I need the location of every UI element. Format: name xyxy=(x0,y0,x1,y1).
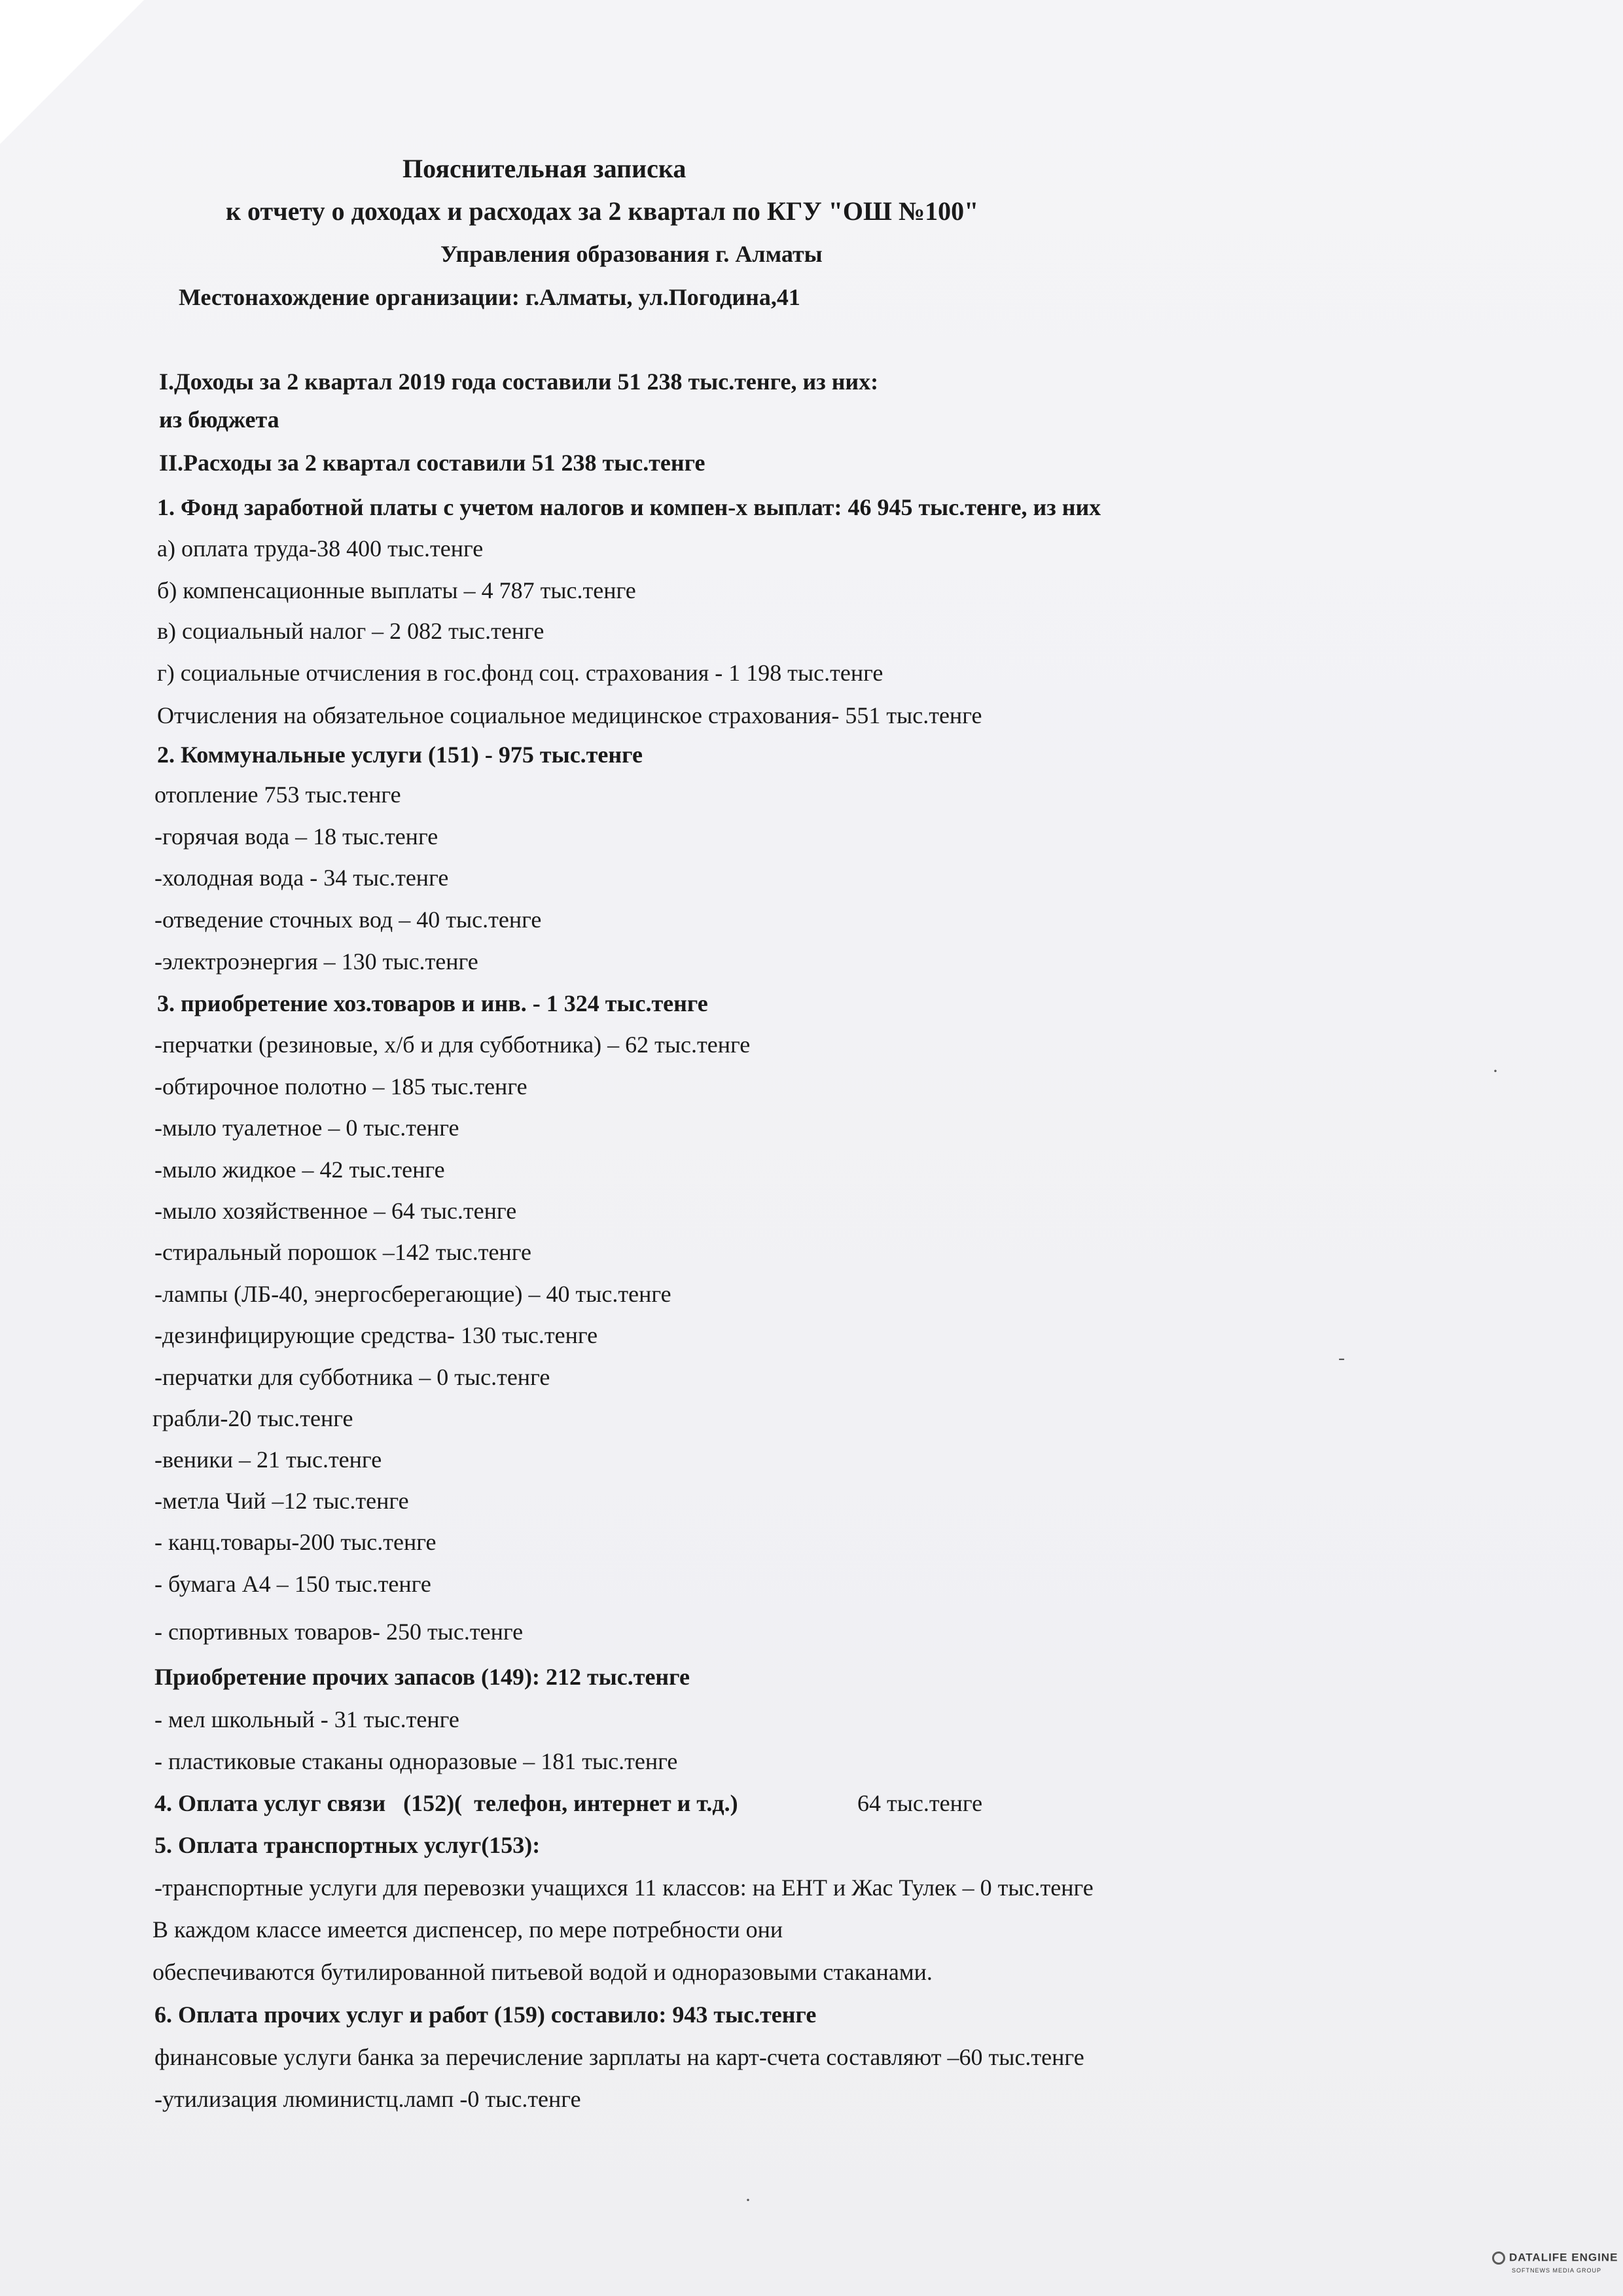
payroll-heading: 1. Фонд заработной платы с учетом налогов и компен-х выплат: 46 945 тыс.тенге, из них xyxy=(157,494,1101,520)
communication-heading: 4. Оплата услуг связи (152)( телефон, интернет и т.д.) xyxy=(154,1790,738,1816)
supplies-item: -стиральный порошок –142 тыс.тенге xyxy=(154,1239,531,1265)
utilities-item: -отведение сточных вод – 40 тыс.тенге xyxy=(154,906,542,933)
supplies-item: -метла Чий –12 тыс.тенге xyxy=(154,1488,409,1514)
supplies-item: -лампы (ЛБ-40, энергосберегающие) – 40 тыс.тенге xyxy=(154,1281,671,1307)
department-name: Управления образования г. Алматы xyxy=(440,241,823,267)
supplies-item: грабли-20 тыс.тенге xyxy=(152,1405,353,1431)
document-title: Пояснительная записка xyxy=(402,154,687,183)
other-stock-item: - пластиковые стаканы одноразовые – 181 тыс.тенге xyxy=(154,1748,678,1774)
utilities-item: -холодная вода - 34 тыс.тенге xyxy=(154,865,449,891)
supplies-item: -веники – 21 тыс.тенге xyxy=(154,1446,382,1473)
other-stock-item: - мел школьный - 31 тыс.тенге xyxy=(154,1706,459,1732)
utilities-item: -электроэнергия – 130 тыс.тенге xyxy=(154,948,478,975)
supplies-item: -дезинфицирующие средства- 130 тыс.тенге xyxy=(154,1322,598,1348)
watermark: DATALIFE ENGINE SOFTNEWS MEDIA GROUP xyxy=(1492,2251,1618,2276)
supplies-item: -мыло хозяйственное – 64 тыс.тенге xyxy=(154,1198,517,1224)
other-services-item: финансовые услуги банка за перечисление зарплаты на карт-счета составляют –60 тыс.тенге xyxy=(154,2044,1084,2070)
scan-speck: · xyxy=(745,2189,751,2211)
supplies-item: - бумага А4 – 150 тыс.тенге xyxy=(154,1571,431,1597)
utilities-item: отопление 753 тыс.тенге xyxy=(154,781,401,808)
utilities-heading: 2. Коммунальные услуги (151) - 975 тыс.тенге xyxy=(157,742,643,768)
document-subtitle: к отчету о доходах и расходах за 2 квартал по КГУ "ОШ №100" xyxy=(226,196,979,226)
supplies-item: -обтирочное полотно – 185 тыс.тенге xyxy=(154,1073,527,1100)
folded-corner xyxy=(0,0,144,144)
transport-note: обеспечиваются бутилированной питьевой водой и одноразовыми стаканами. xyxy=(152,1959,933,1985)
supplies-item: -перчатки для субботника – 0 тыс.тенге xyxy=(154,1364,550,1390)
datalife-logo-icon xyxy=(1492,2251,1505,2265)
supplies-heading: 3. приобретение хоз.товаров и инв. - 1 324 тыс.тенге xyxy=(157,990,708,1016)
payroll-item: а) оплата труда-38 400 тыс.тенге xyxy=(157,535,484,562)
scan-speck: - xyxy=(1338,1347,1345,1369)
payroll-item: в) социальный налог – 2 082 тыс.тенге xyxy=(157,618,544,644)
other-services-heading: 6. Оплата прочих услуг и работ (159) составило: 943 тыс.тенге xyxy=(154,2001,817,2028)
supplies-item: -перчатки (резиновые, х/б и для субботника) – 62 тыс.тенге xyxy=(154,1031,751,1058)
transport-heading: 5. Оплата транспортных услуг(153): xyxy=(154,1832,541,1858)
transport-note: В каждом классе имеется диспенсер, по мере потребности они xyxy=(152,1916,783,1943)
payroll-item: г) социальные отчисления в гос.фонд соц. страхования - 1 198 тыс.тенге xyxy=(157,660,883,686)
transport-item: -транспортные услуги для перевозки учащихся 11 классов: на ЕНТ и Жас Тулек – 0 тыс.тенге xyxy=(154,1874,1094,1901)
communication-amount: 64 тыс.тенге xyxy=(857,1790,983,1816)
scan-speck: · xyxy=(1492,1060,1499,1082)
other-stock-heading: Приобретение прочих запасов (149): 212 тыс.тенге xyxy=(154,1664,690,1690)
other-services-item: -утилизация люминистц.ламп -0 тыс.тенге xyxy=(154,2086,581,2112)
utilities-item: -горячая вода – 18 тыс.тенге xyxy=(154,823,438,850)
supplies-item: - канц.товары-200 тыс.тенге xyxy=(154,1529,437,1555)
income-source: из бюджета xyxy=(159,406,279,433)
expenses-heading: II.Расходы за 2 квартал составили 51 238 тыс.тенге xyxy=(159,450,705,476)
supplies-item: -мыло туалетное – 0 тыс.тенге xyxy=(154,1115,459,1141)
payroll-item: б) компенсационные выплаты – 4 787 тыс.тенге xyxy=(157,577,636,603)
supplies-item: -мыло жидкое – 42 тыс.тенге xyxy=(154,1157,445,1183)
organization-location: Местонахождение организации: г.Алматы, ул.Погодина,41 xyxy=(179,284,800,310)
payroll-item: Отчисления на обязательное социальное медицинское страхования- 551 тыс.тенге xyxy=(157,702,982,728)
income-heading: I.Доходы за 2 квартал 2019 года составили 51 238 тыс.тенге, из них: xyxy=(159,368,879,395)
supplies-item: - спортивных товаров- 250 тыс.тенге xyxy=(154,1619,524,1645)
